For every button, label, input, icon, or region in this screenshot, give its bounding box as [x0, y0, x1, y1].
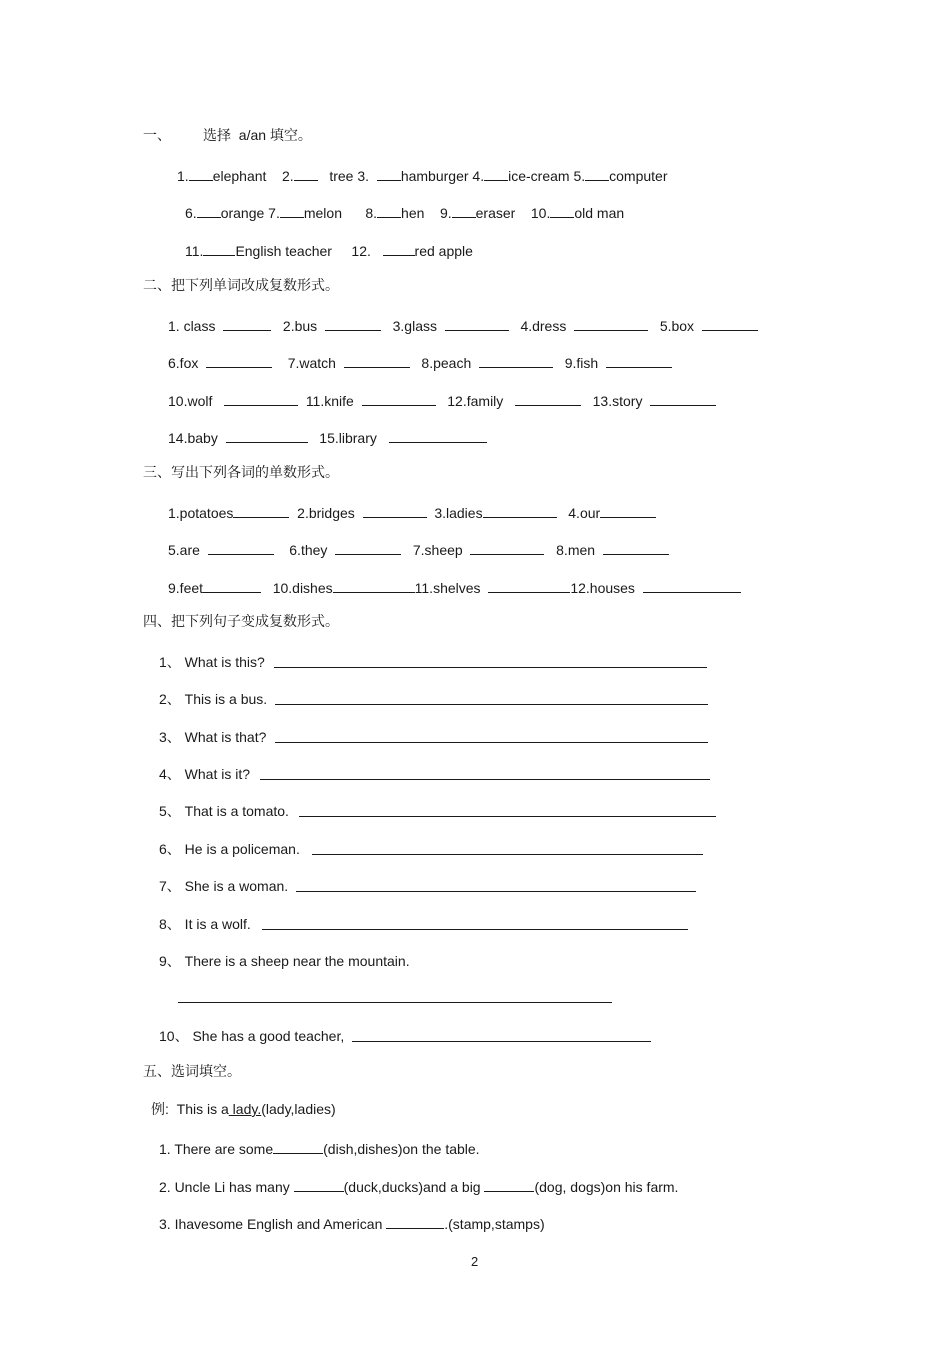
- answer-blank[interactable]: [226, 428, 308, 443]
- answer-blank[interactable]: [377, 203, 401, 218]
- answer-blank[interactable]: [208, 540, 274, 555]
- s4-sentence-10: 10、 She has a good teacher,: [159, 1028, 345, 1044]
- s2-row-3: 10.wolf 11.knife 12.family 13.story: [168, 391, 716, 410]
- s1-row-2: 6. orange 7. melon 8. hen 9. eraser 10. old man: [185, 205, 625, 221]
- answer-blank[interactable]: [550, 203, 574, 218]
- answer-blank[interactable]: [650, 391, 716, 406]
- answer-blank[interactable]: [189, 166, 213, 181]
- answer-line[interactable]: [299, 816, 716, 817]
- answer-blank[interactable]: [233, 503, 289, 518]
- s4-sentence-6: 6、 He is a policeman.: [159, 841, 300, 857]
- answer-blank[interactable]: [203, 241, 235, 256]
- answer-line[interactable]: [352, 1041, 651, 1042]
- answer-line[interactable]: [178, 1002, 612, 1003]
- answer-blank[interactable]: [203, 578, 261, 593]
- answer-blank[interactable]: [515, 391, 581, 406]
- answer-blank[interactable]: [224, 391, 298, 406]
- s2-row-4: 14.baby 15.library: [168, 428, 487, 447]
- s4-sentence-8: 8、 It is a wolf.: [159, 916, 251, 932]
- answer-blank[interactable]: [483, 503, 557, 518]
- answer-blank[interactable]: [335, 540, 401, 555]
- answer-blank[interactable]: [197, 203, 221, 218]
- s3-row-3: 9.feet 10.dishes 11.shelves 12.houses: [168, 578, 741, 597]
- example-answer: lady.: [228, 1101, 262, 1117]
- page-number: 2: [471, 1254, 479, 1269]
- answer-blank[interactable]: [294, 166, 318, 181]
- answer-blank[interactable]: [383, 241, 415, 256]
- answer-blank[interactable]: [206, 353, 272, 368]
- s4-sentence-4: 4、 What is it?: [159, 766, 251, 782]
- answer-blank[interactable]: [273, 1139, 323, 1154]
- answer-line[interactable]: [296, 891, 696, 892]
- section-1-title: 选择 a/an 填空。: [203, 127, 312, 143]
- answer-line[interactable]: [275, 742, 708, 743]
- s4-sentence-9: 9、 There is a sheep near the mountain.: [159, 953, 410, 969]
- section-2-heading: 二、把下列单词改成复数形式。: [143, 277, 339, 293]
- s3-row-2: 5.are 6.they 7.sheep 8.men: [168, 540, 669, 559]
- s2-row-2: 6.fox 7.watch 8.peach 9.fish: [168, 353, 672, 372]
- answer-line[interactable]: [260, 779, 710, 780]
- s5-question-3: 3. Ihavesome English and American .(stamp,stamps): [159, 1216, 545, 1232]
- s1-row-1: 1. elephant 2. tree 3. hamburger 4. ice-cream 5. computer: [177, 168, 668, 184]
- s3-row-1: 1.potatoes 2.bridges 3.ladies 4.our: [168, 503, 656, 522]
- answer-blank[interactable]: [479, 353, 553, 368]
- answer-blank[interactable]: [488, 578, 570, 593]
- s5-question-1: 1. There are some (dish,dishes)on the table.: [159, 1141, 480, 1157]
- s4-sentence-5: 5、 That is a tomato.: [159, 803, 289, 819]
- answer-blank[interactable]: [294, 1177, 344, 1192]
- answer-blank[interactable]: [333, 578, 415, 593]
- answer-line[interactable]: [262, 929, 688, 930]
- answer-blank[interactable]: [643, 578, 741, 593]
- answer-blank[interactable]: [389, 428, 487, 443]
- s5-example: 例: This is a lady.(lady,ladies): [151, 1101, 336, 1117]
- answer-blank[interactable]: [603, 540, 669, 555]
- answer-blank[interactable]: [600, 503, 656, 518]
- answer-blank[interactable]: [445, 316, 509, 331]
- answer-blank[interactable]: [585, 166, 609, 181]
- answer-blank[interactable]: [362, 391, 436, 406]
- section-1-number: 一、: [143, 127, 171, 143]
- answer-line[interactable]: [275, 704, 708, 705]
- s2-row-1: 1. class 2.bus 3.glass 4.dress 5.box: [168, 316, 758, 335]
- answer-blank[interactable]: [702, 316, 758, 331]
- s5-question-2: 2. Uncle Li has many (duck,ducks)and a big (dog, dogs)on his farm.: [159, 1179, 679, 1195]
- answer-blank[interactable]: [386, 1214, 444, 1229]
- s4-sentence-2: 2、 This is a bus.: [159, 691, 268, 707]
- answer-blank[interactable]: [223, 316, 271, 331]
- answer-blank[interactable]: [280, 203, 304, 218]
- answer-blank[interactable]: [363, 503, 427, 518]
- answer-blank[interactable]: [377, 166, 401, 181]
- s4-sentence-3: 3、 What is that?: [159, 729, 267, 745]
- answer-blank[interactable]: [574, 316, 648, 331]
- section-5-heading: 五、选词填空。: [143, 1063, 241, 1079]
- s4-sentence-7: 7、 She is a woman.: [159, 878, 289, 894]
- answer-blank[interactable]: [606, 353, 672, 368]
- s4-sentence-1: 1、 What is this?: [159, 654, 265, 670]
- answer-line[interactable]: [274, 667, 707, 668]
- section-4-heading: 四、把下列句子变成复数形式。: [143, 613, 339, 629]
- s1-row-3: 11. English teacher 12. red apple: [185, 243, 473, 259]
- answer-blank[interactable]: [470, 540, 544, 555]
- answer-blank[interactable]: [344, 353, 410, 368]
- answer-blank[interactable]: [484, 166, 508, 181]
- answer-blank[interactable]: [484, 1177, 534, 1192]
- answer-line[interactable]: [312, 854, 703, 855]
- section-1-heading: [143, 126, 312, 144]
- answer-blank[interactable]: [325, 316, 381, 331]
- section-3-heading: 三、写出下列各词的单数形式。: [143, 464, 339, 480]
- answer-blank[interactable]: [452, 203, 476, 218]
